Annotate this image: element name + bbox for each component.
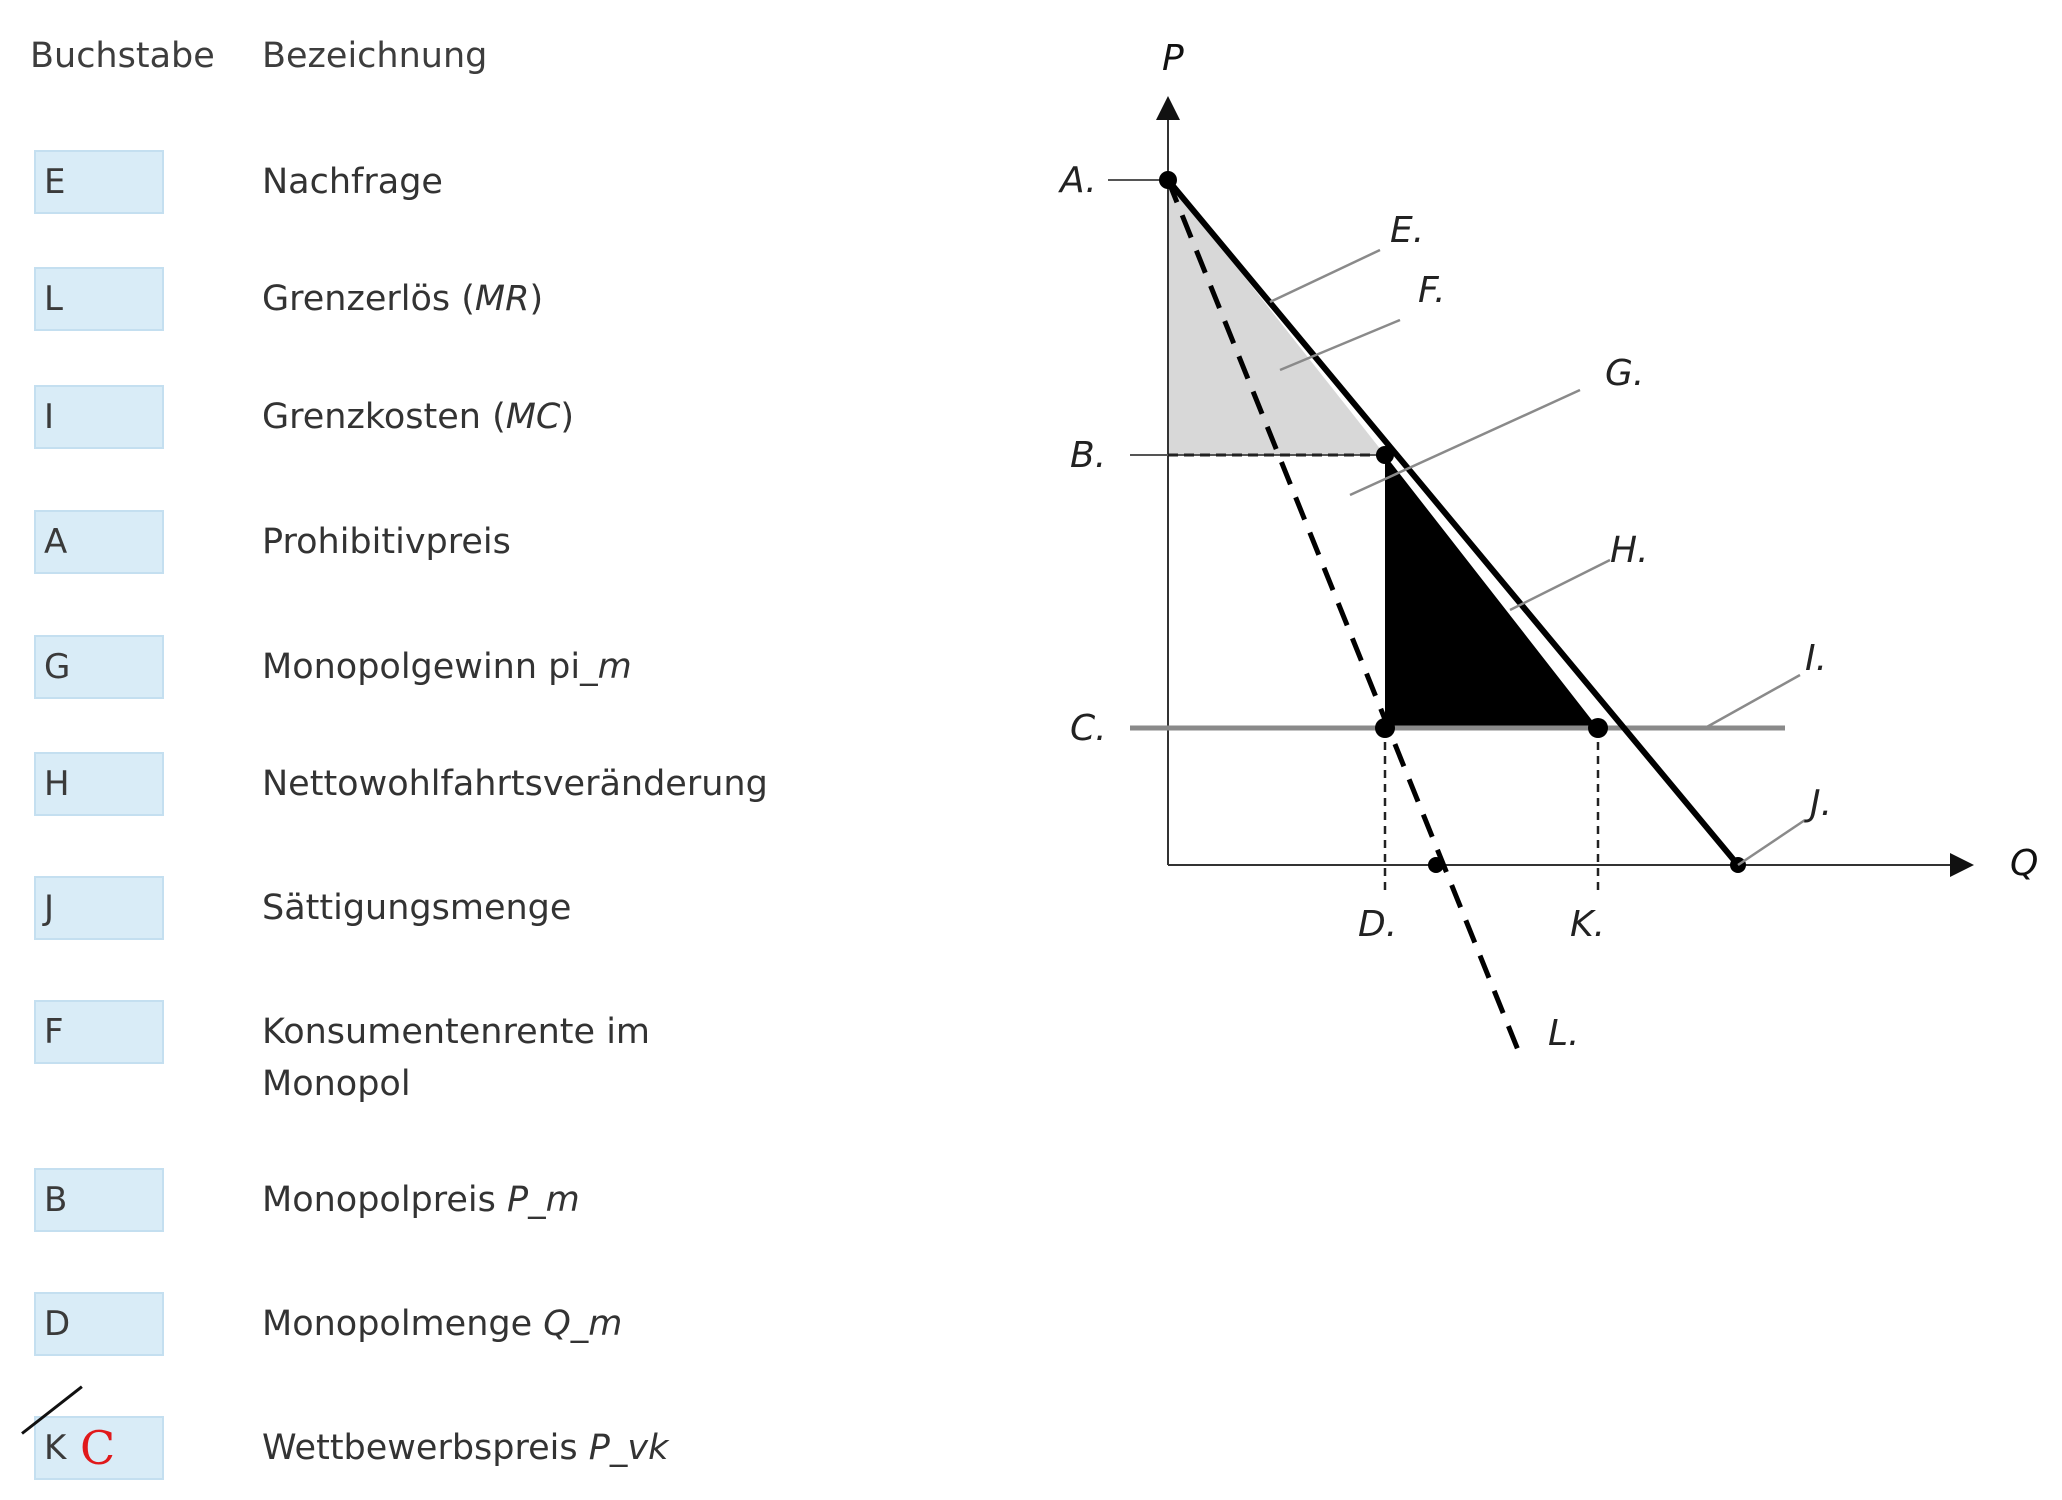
label-b: B. [1070,435,1107,476]
column-header-name: Bezeichnung [262,36,488,76]
point-competitive [1588,718,1608,738]
point-mr-mc [1375,718,1395,738]
answer-letter: E [44,162,66,202]
leader-i [1705,675,1800,728]
answer-box[interactable] [34,1000,164,1064]
correction-letter: C [80,1421,116,1475]
leader-j [1738,820,1805,865]
row-label: Nachfrage [262,162,443,202]
leader-h [1510,560,1610,610]
label-d: D. [1358,904,1398,945]
label-h: H. [1610,530,1649,571]
row-label: Monopolgewinn pi_m [262,647,632,687]
table-row [0,1000,900,1120]
point-mr-axis [1428,857,1444,873]
table-row [0,635,900,705]
answer-box[interactable] [34,1292,164,1356]
table-row [0,752,900,822]
answer-letter-crossed: K [44,1428,67,1468]
row-label: Konsumentenrente im Monopol [262,1012,651,1104]
answer-letter: D [44,1304,71,1344]
table-row [0,385,900,455]
label-i: I. [1805,638,1828,679]
table-row [0,876,900,946]
point-monopoly [1376,446,1394,464]
table-row [0,1416,900,1486]
answer-letter: H [44,764,70,804]
table-row [0,150,900,220]
table-row [0,510,900,580]
demand-line [1168,180,1738,865]
answer-letter: L [44,279,63,319]
label-e: E. [1390,210,1425,251]
row-label: Sättigungsmenge [262,888,572,928]
answer-box[interactable] [34,876,164,940]
axis-label-p: P [1162,38,1184,79]
label-f: F. [1418,270,1446,311]
table-row [0,1292,900,1362]
label-l: L. [1548,1013,1580,1054]
label-j: J. [1810,783,1833,824]
answer-box[interactable] [34,752,164,816]
answer-box[interactable] [34,150,164,214]
table-row [0,1168,900,1238]
label-k: K. [1570,904,1606,945]
answer-letter: A [44,522,68,562]
axis-label-q: Q [2010,843,2039,884]
answer-letter: G [44,647,71,687]
row-label: Grenzkosten (MC) [262,397,575,437]
answer-box[interactable] [34,267,164,331]
answer-box[interactable] [34,385,164,449]
row-label: Wettbewerbspreis P_vk [262,1428,669,1468]
answer-letter: B [44,1180,68,1220]
deadweight-loss-area [1385,455,1598,728]
row-label: Nettowohlfahrtsveränderung [262,764,768,804]
label-c: C. [1070,708,1107,749]
answer-box[interactable] [34,1168,164,1232]
answer-box[interactable] [34,1416,164,1480]
row-label: Prohibitivpreis [262,522,511,562]
label-g: G. [1605,353,1645,394]
monopoly-diagram [1040,30,2062,1080]
column-header-letter: Buchstabe [30,36,215,76]
leader-e [1270,250,1380,302]
label-a: A. [1060,160,1097,201]
point-a [1159,171,1177,189]
row-label: Grenzerlös (MR) [262,279,544,319]
row-label: Monopolpreis P_m [262,1180,580,1220]
table-row [0,267,900,337]
answer-letter: F [44,1012,64,1052]
answer-box[interactable] [34,635,164,699]
answer-letter: I [44,397,55,437]
answer-letter: J [44,888,55,928]
answer-box[interactable] [34,510,164,574]
row-label: Monopolmenge Q_m [262,1304,623,1344]
